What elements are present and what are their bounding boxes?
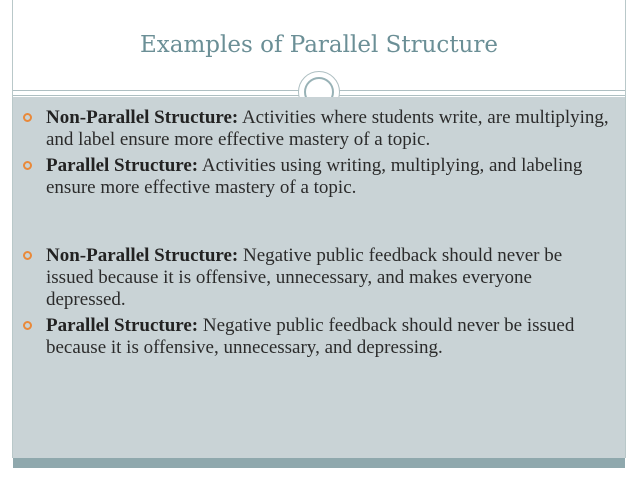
hollow-circle-bullet-icon — [23, 113, 32, 122]
bullet-item — [13, 107, 613, 151]
bullet-lead: Parallel Structure: — [46, 315, 199, 336]
bullet-text: Negative public feedback should never be issued because it is offensive, unnecessary, and makes everyone depressed. — [46, 245, 563, 310]
bullet-lead: Non-Parallel Structure: — [46, 245, 239, 266]
bullet-item — [13, 245, 613, 311]
slide-right-border — [625, 0, 626, 458]
hollow-circle-bullet-icon — [23, 251, 32, 260]
bullet-text: Activities where students write, are multiplying, and label ensure more effective mastery of a topic. — [46, 107, 609, 150]
hollow-circle-bullet-icon — [23, 161, 32, 170]
hollow-circle-bullet-icon — [23, 321, 32, 330]
bullet-item — [13, 155, 613, 199]
content-area — [13, 97, 625, 458]
bullet-list — [13, 107, 613, 363]
bullet-text: Activities using writing, multiplying, and labeling ensure more effective mastery of a topic. — [46, 155, 583, 198]
bullet-lead: Non-Parallel Structure: — [46, 107, 239, 128]
bullet-item — [13, 315, 613, 359]
bullet-lead: Parallel Structure: — [46, 155, 199, 176]
bullet-text: Negative public feedback should never be issued because it is offensive, unnecessary, and depressing. — [46, 315, 575, 358]
footer-bar — [13, 458, 625, 468]
slide-title: Examples of Parallel Structure — [140, 32, 498, 58]
